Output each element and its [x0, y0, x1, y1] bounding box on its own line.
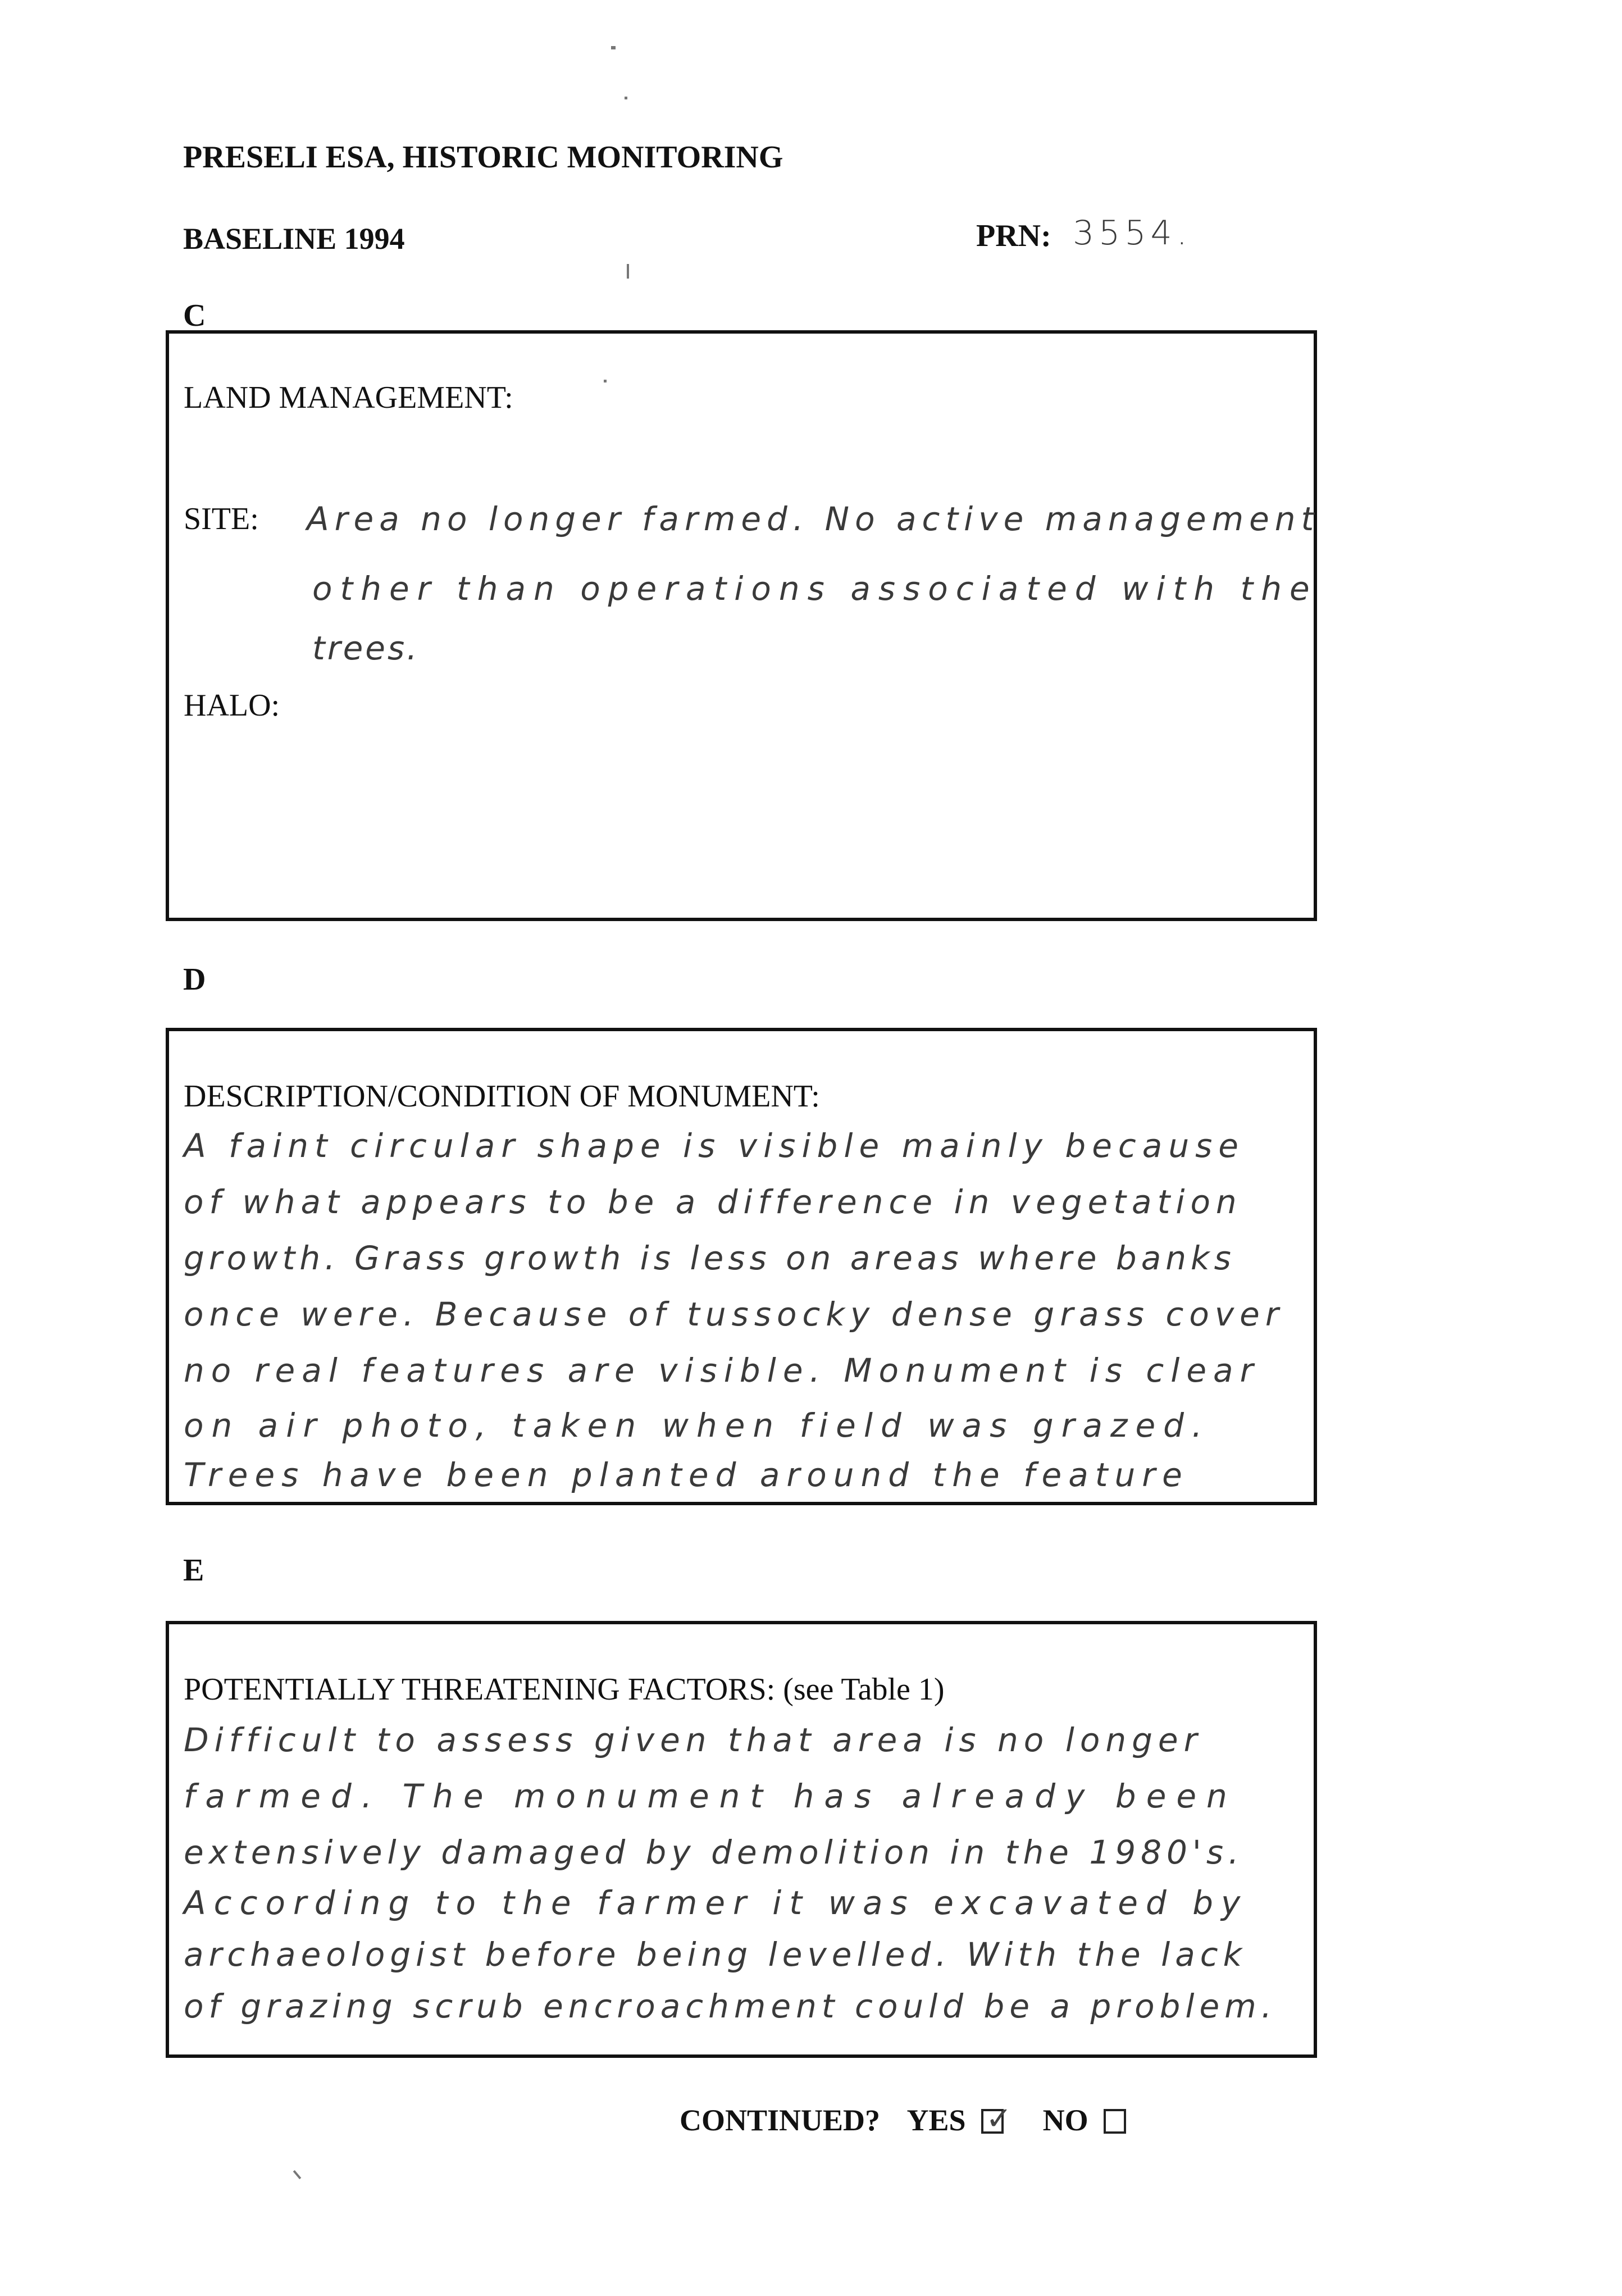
- section-letter-c: C: [183, 298, 206, 333]
- check-mark-icon: ✓: [986, 2101, 1013, 2137]
- threatening-factors-box: [166, 1621, 1317, 2058]
- site-text-line: other than operations associated with the: [312, 570, 1318, 608]
- threatening-factors-line: farmed. The monument has already been: [184, 1777, 1237, 1815]
- site-text-line: trees.: [312, 629, 420, 667]
- description-heading: DESCRIPTION/CONDITION OF MONUMENT:: [184, 1079, 820, 1114]
- land-management-box: [166, 330, 1320, 921]
- description-box: [166, 1028, 1317, 1505]
- threatening-factors-line: extensively damaged by demolition in the 1980's.: [184, 1833, 1244, 1871]
- baseline-label: BASELINE 1994: [183, 222, 405, 256]
- continued-label: CONTINUED?: [680, 2103, 881, 2137]
- section-letter-d: D: [183, 962, 206, 997]
- scan-speck: [627, 264, 629, 279]
- continued-row: [680, 2103, 1126, 2138]
- threatening-factors-line: Difficult to assess given that area is no longer: [184, 1721, 1203, 1759]
- yes-checkbox[interactable]: [981, 2101, 1013, 2137]
- description-line: no real features are visible. Monument is clear: [184, 1351, 1260, 1390]
- scan-speck: [625, 97, 627, 99]
- threatening-factors-line: According to the farmer it was excavated by: [184, 1884, 1249, 1922]
- description-line: once were. Because of tussocky dense grass cover: [184, 1295, 1284, 1333]
- site-text-line: Area no longer farmed. No active management: [307, 500, 1320, 538]
- threatening-factors-heading: POTENTIALLY THREATENING FACTORS: (see Table 1): [184, 1672, 945, 1707]
- description-line: on air photo, taken when field was grazed.: [184, 1406, 1210, 1445]
- threatening-factors-line: archaeologist before being levelled. With the lack: [184, 1935, 1247, 1974]
- prn-value: 3554.: [1073, 213, 1192, 253]
- land-management-heading: LAND MANAGEMENT:: [184, 380, 513, 415]
- section-letter-e: E: [183, 1553, 204, 1588]
- no-checkbox[interactable]: [1104, 2109, 1126, 2134]
- description-line: A faint circular shape is visible mainly because: [184, 1127, 1245, 1165]
- description-line: Trees have been planted around the feature: [184, 1456, 1189, 1494]
- halo-label: HALO:: [184, 688, 280, 723]
- scan-speck: [293, 2170, 302, 2179]
- yes-label: YES: [906, 2103, 966, 2137]
- scan-speck: [611, 46, 616, 49]
- no-label: NO: [1042, 2103, 1088, 2137]
- site-label: SITE:: [184, 502, 259, 536]
- page-title: PRESELI ESA, HISTORIC MONITORING: [183, 140, 783, 175]
- threatening-factors-line: of grazing scrub encroachment could be a problem.: [184, 1987, 1277, 2025]
- prn-label: PRN:: [976, 218, 1051, 253]
- description-line: of what appears to be a difference in vegetation: [184, 1183, 1242, 1221]
- description-line: growth. Grass growth is less on areas where banks: [184, 1239, 1236, 1277]
